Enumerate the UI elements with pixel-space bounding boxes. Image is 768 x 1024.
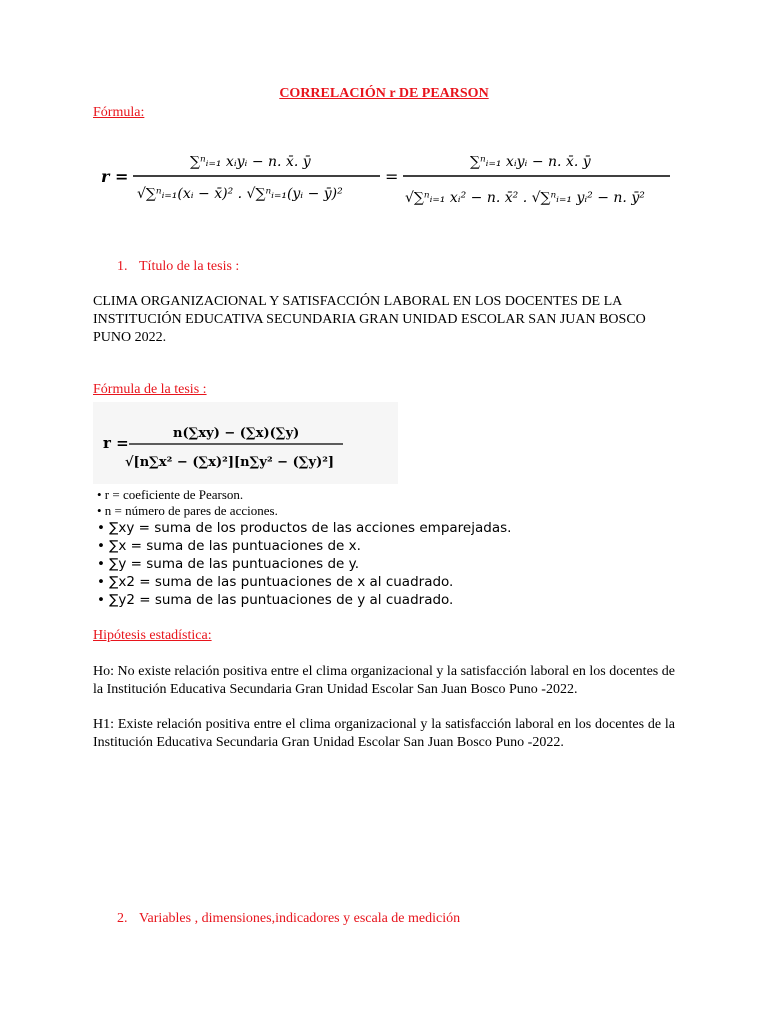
definition-item: • ∑x = suma de las puntuaciones de x.: [97, 538, 361, 554]
thesis-formula-image: [93, 402, 398, 484]
definition-item: • ∑x2 = suma de las puntuaciones de x al cuadrado.: [97, 574, 454, 590]
definitions-list: [97, 487, 511, 609]
thesis-formula-lhs: r =: [103, 434, 129, 452]
section-2-number: 2.: [117, 911, 128, 926]
hypothesis-h1: H1: Existe relación positiva entre el clima organizacional y la satisfacción laboral en los docentes de la Institución Educativa Secundaria Gran Unidad Escolar San Juan Bosco Puno -2022.: [93, 717, 675, 750]
formula-lhs: r =: [101, 167, 129, 186]
section-2-heading: [117, 911, 460, 927]
thesis-formula-denominator: √[n∑x² − (∑x)²][n∑y² − (∑y)²]: [125, 455, 335, 470]
definition-item: • ∑y2 = suma de las puntuaciones de y al cuadrado.: [97, 592, 454, 608]
thesis-formula-label: Fórmula de la tesis :: [93, 382, 207, 397]
formula-numerator-2: ∑ⁿᵢ₌₁ xᵢyᵢ − n. x̄. ȳ: [470, 154, 591, 170]
definition-item: • n = número de pares de acciones.: [97, 503, 278, 518]
formula-denominator-2: √∑ⁿᵢ₌₁ xᵢ² − n. x̄² . √∑ⁿᵢ₌₁ yᵢ² − n. ȳ²: [405, 190, 645, 206]
hypothesis-label: Hipótesis estadística:: [93, 628, 212, 643]
pearson-formula-image: [95, 140, 680, 225]
formula-denominator-1: √∑ⁿᵢ₌₁(xᵢ − x̄)² . √∑ⁿᵢ₌₁(yᵢ − ȳ)²: [137, 186, 343, 202]
formula-numerator-1: ∑ⁿᵢ₌₁ xᵢyᵢ − n. x̄. ȳ: [190, 154, 311, 170]
thesis-formula-numerator: n(∑xy) − (∑x)(∑y): [173, 426, 300, 441]
hypothesis-h0: Ho: No existe relación positiva entre el clima organizacional y la satisfacción laboral en los docentes de la Institución Educativa Secundaria Gran Unidad Escolar San Juan Bosco Puno -2022.: [93, 664, 675, 697]
definition-item: • ∑xy = suma de los productos de las acciones emparejadas.: [97, 520, 512, 536]
definition-item: • r = coeficiente de Pearson.: [97, 487, 244, 502]
page-title: CORRELACIÓN r DE PEARSON: [279, 86, 489, 101]
definition-item: • ∑y = suma de las puntuaciones de y.: [97, 556, 359, 572]
section-1-number: 1.: [117, 259, 128, 274]
section-2-title: Variables , dimensiones,indicadores y escala de medición: [139, 911, 461, 926]
formula-label: Fórmula:: [93, 105, 145, 120]
thesis-title: CLIMA ORGANIZACIONAL Y SATISFACCIÓN LABORAL EN LOS DOCENTES DE LA INSTITUCIÓN EDUCATIVA SECUNDARIA GRAN UNIDAD ESCOLAR SAN JUAN BOSCO PUNO 2022.: [93, 294, 646, 345]
section-1-heading: [117, 259, 239, 275]
formula-equals: =: [385, 167, 399, 186]
section-1-title: Título de la tesis :: [139, 259, 240, 274]
